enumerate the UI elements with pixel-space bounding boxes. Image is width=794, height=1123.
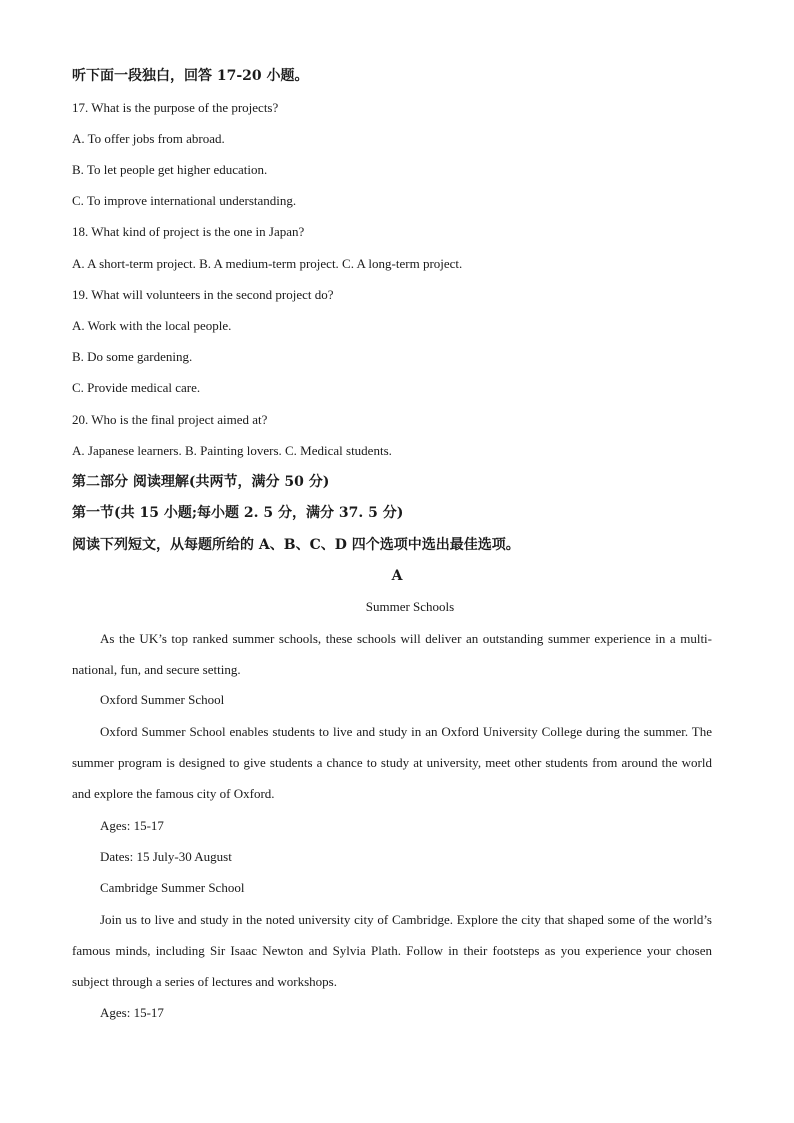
listening-instruction: 听下面一段独白，回答 17-20 小题。 <box>72 68 309 84</box>
question-19-option-a: A. Work with the local people. <box>72 318 232 333</box>
question-17-option-b: B. To let people get higher education. <box>72 162 268 177</box>
question-19-option-b: B. Do some gardening. <box>72 349 193 364</box>
oxford-ages: Ages: 15-17 <box>100 818 164 833</box>
question-18-stem: 18. What kind of project is the one in Japan? <box>72 224 305 239</box>
oxford-description: Oxford Summer School enables students to live and study in an Oxford University College during the summer. The summer program is designed to give students a chance to study at university, meet other students from around the world and explore the famous city of Oxford. <box>72 724 712 801</box>
reading-part-title: 第二部分 阅读理解(共两节，满分 50 分) <box>72 474 330 490</box>
passage-title: Summer Schools <box>365 599 455 614</box>
question-20-stem: 20. Who is the final project aimed at? <box>72 412 268 427</box>
cambridge-ages: Ages: 15-17 <box>100 1005 164 1020</box>
passage-letter: A <box>391 568 403 584</box>
question-19-stem: 19. What will volunteers in the second project do? <box>72 287 334 302</box>
question-20-options: A. Japanese learners. B. Painting lovers. C. Medical students. <box>72 443 392 458</box>
question-17-option-c: C. To improve international understanding. <box>72 193 297 208</box>
question-19-option-c: C. Provide medical care. <box>72 380 201 395</box>
question-17-stem: 17. What is the purpose of the projects? <box>72 100 279 115</box>
reading-instruction: 阅读下列短文，从每题所给的 A、B、C、D 四个选项中选出最佳选项。 <box>72 537 520 553</box>
cambridge-heading: Cambridge Summer School <box>100 880 245 895</box>
oxford-dates: Dates: 15 July-30 August <box>100 849 232 864</box>
passage-intro: As the UK’s top ranked summer schools, these schools will deliver an outstanding summer experience in a multi-national, fun, and secure setting. <box>72 631 712 677</box>
question-18-options: A. A short-term project. B. A medium-term project. C. A long-term project. <box>72 256 463 271</box>
reading-section-title: 第一节(共 15 小题;每小题 2. 5 分，满分 37. 5 分) <box>72 505 404 521</box>
question-17-option-a: A. To offer jobs from abroad. <box>72 131 225 146</box>
cambridge-description: Join us to live and study in the noted university city of Cambridge. Explore the city that shaped some of the world’s famous minds, including Sir Isaac Newton and Sylvia Plath. Follow in their footsteps as you experience your chosen subject through a series of lectures and workshops. <box>72 912 712 989</box>
oxford-heading: Oxford Summer School <box>100 692 225 707</box>
